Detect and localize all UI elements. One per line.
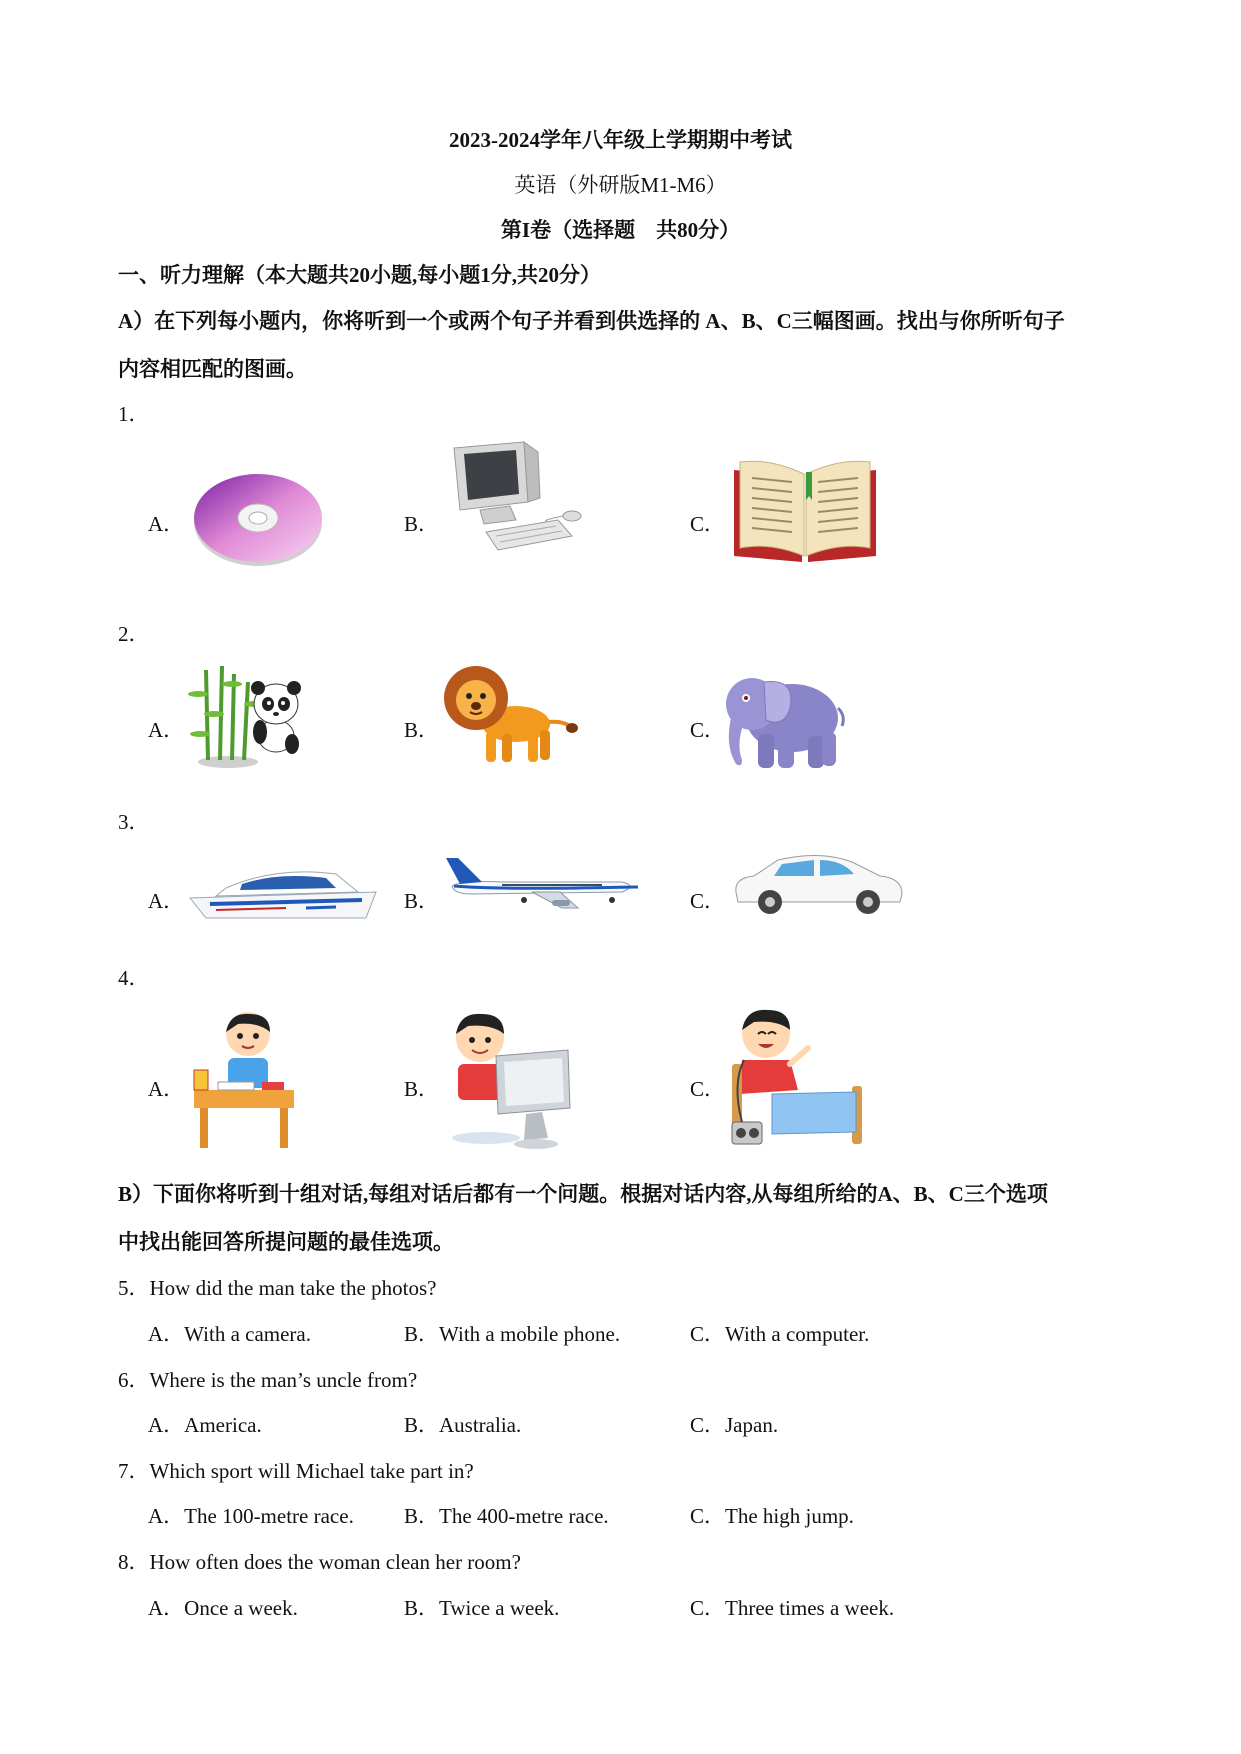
option-label: C． bbox=[690, 512, 726, 536]
option-label: B． bbox=[404, 1077, 440, 1101]
option-label: A． bbox=[148, 1077, 185, 1101]
option-label: B． bbox=[404, 889, 440, 913]
part-a-instruction-line2: 内容相匹配的图画。 bbox=[118, 357, 307, 381]
cd-icon bbox=[190, 470, 326, 570]
option-label: C． bbox=[690, 889, 726, 913]
option-label: C． bbox=[690, 718, 726, 742]
option-label: A． bbox=[148, 889, 185, 913]
question-text: 5．How did the man take the photos? bbox=[118, 1276, 437, 1300]
car-icon bbox=[730, 848, 906, 916]
boy-desk-icon bbox=[192, 1010, 296, 1150]
exam-subtitle: 英语（外研版M1-M6） bbox=[514, 173, 727, 197]
question-number: 3． bbox=[118, 810, 150, 834]
option-a: A．Once a week. bbox=[148, 1596, 298, 1620]
option-a: A．With a camera. bbox=[148, 1322, 311, 1346]
section-heading: 一、听力理解（本大题共20小题,每小题1分,共20分） bbox=[118, 263, 601, 287]
ship-icon bbox=[186, 862, 382, 924]
option-a: A．The 100-metre race. bbox=[148, 1504, 354, 1528]
question-text: 8．How often does the woman clean her room? bbox=[118, 1550, 521, 1574]
option-b: B．With a mobile phone. bbox=[404, 1322, 621, 1346]
exam-title: 2023-2024学年八年级上学期期中考试 bbox=[449, 128, 792, 152]
lion-icon bbox=[440, 662, 580, 770]
elephant-icon bbox=[722, 664, 846, 772]
book-icon bbox=[730, 458, 880, 568]
boy-computer-icon bbox=[446, 1010, 576, 1155]
option-b: B．The 400-metre race. bbox=[404, 1504, 609, 1528]
option-label: A． bbox=[148, 512, 185, 536]
option-label: B． bbox=[404, 512, 440, 536]
option-b: B．Twice a week. bbox=[404, 1596, 560, 1620]
computer-icon bbox=[446, 440, 586, 565]
question-number: 1． bbox=[118, 402, 150, 426]
option-label: A． bbox=[148, 718, 185, 742]
option-b: B．Australia. bbox=[404, 1413, 522, 1437]
option-c: C．Three times a week. bbox=[690, 1596, 895, 1620]
part-a-instruction-line1: A）在下列每小题内，你将听到一个或两个句子并看到供选择的 A、B、C三幅图画。找出与你所听句子 bbox=[118, 309, 1065, 333]
panda-icon bbox=[188, 664, 312, 770]
question-number: 4． bbox=[118, 966, 150, 990]
plane-icon bbox=[442, 856, 642, 920]
option-label: C． bbox=[690, 1077, 726, 1101]
option-c: C．Japan. bbox=[690, 1413, 779, 1437]
question-number: 2． bbox=[118, 622, 150, 646]
part-b-instruction-line1: B）下面你将听到十组对话,每组对话后都有一个问题。根据对话内容,从每组所给的A、B、C三个选项 bbox=[118, 1182, 1048, 1206]
part-heading: 第I卷（选择题 共80分） bbox=[500, 218, 741, 242]
question-text: 7．Which sport will Michael take part in? bbox=[118, 1459, 474, 1483]
question-text: 6．Where is the man’s uncle from? bbox=[118, 1368, 418, 1392]
part-b-instruction-line2: 中找出能回答所提问题的最佳选项。 bbox=[118, 1230, 454, 1254]
option-a: A．America. bbox=[148, 1413, 262, 1437]
boy-bed-icon bbox=[728, 1004, 868, 1154]
option-label: B． bbox=[404, 718, 440, 742]
option-c: C．The high jump. bbox=[690, 1504, 854, 1528]
option-c: C．With a computer. bbox=[690, 1322, 870, 1346]
